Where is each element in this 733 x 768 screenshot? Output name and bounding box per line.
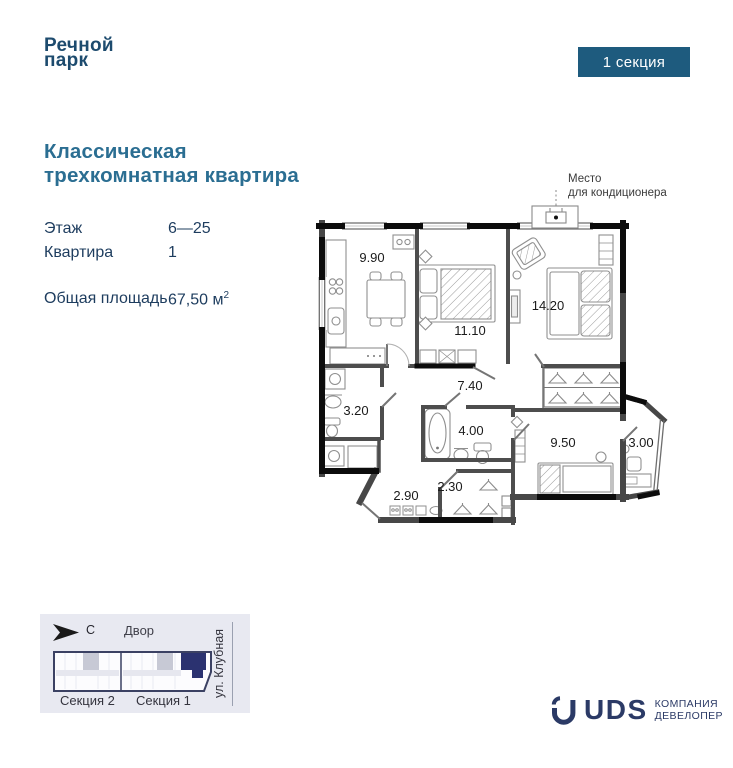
page-title-line1: Классическая — [44, 140, 187, 163]
core-s2 — [83, 653, 99, 670]
section1-label: Секция 1 — [136, 693, 191, 708]
brand-logo — [44, 35, 114, 71]
room-label-bathroom2: 4.00 — [458, 423, 484, 438]
living-room-furniture — [509, 235, 613, 339]
bedroom2-furniture — [511, 416, 613, 495]
yard-label: Двор — [124, 623, 155, 638]
room-label-hallway: 7.40 — [457, 378, 483, 393]
page-title-line2: трехкомнатная квартира — [44, 164, 299, 187]
building-outline — [53, 651, 213, 693]
section-badge[interactable]: 1 секция — [578, 47, 690, 77]
bathroom1-fixtures — [324, 369, 377, 468]
uds-mark-icon — [551, 695, 577, 725]
street-line — [232, 622, 233, 706]
ac-note-line1: Место — [568, 173, 602, 185]
unit-label: Квартира — [44, 244, 114, 261]
entry-shoe-cabinet — [390, 506, 442, 515]
north-label: С — [86, 623, 96, 637]
kitchen-door-arc — [387, 344, 409, 366]
room-label-wardrobe: 2.30 — [437, 479, 463, 494]
floor-label: Этаж — [44, 220, 83, 237]
room-label-living: 14.20 — [531, 298, 565, 313]
ac-note-line2: для кондиционера — [568, 187, 667, 199]
page-title — [44, 140, 299, 188]
area-label: Общая площадь — [44, 290, 168, 307]
room-label-bedroom2: 9.50 — [550, 435, 576, 450]
wardrobe-closet — [544, 368, 621, 407]
room-label-bedroom1: 11.10 — [454, 323, 486, 338]
floor-plan — [310, 190, 690, 546]
corridor-strip-s1 — [123, 670, 181, 676]
core-s1 — [157, 653, 173, 670]
north-arrow-icon — [53, 624, 80, 641]
balcony-glazing — [654, 419, 664, 492]
brand-logo-line1: Речной — [44, 35, 114, 56]
uds-tagline-line1: КОМПАНИЯ — [654, 697, 718, 710]
site-minimap — [40, 614, 250, 713]
ac-unit — [532, 190, 578, 228]
room-label-bathroom1: 3.20 — [343, 403, 369, 418]
corridor-strip-s2 — [56, 670, 119, 676]
street-label: ул. Клубная — [212, 629, 226, 699]
area-value-text: 67,50 м — [168, 291, 224, 309]
bedroom1-furniture — [417, 250, 495, 363]
room-label-kitchen: 9.90 — [359, 250, 385, 265]
area-value-sup: 2 — [223, 290, 230, 301]
developer-logo — [551, 694, 723, 726]
section2-label: Секция 2 — [60, 693, 115, 708]
brand-logo-line2: парк — [44, 50, 89, 71]
room-label-entry: 2.90 — [393, 488, 419, 503]
uds-logo-text: UDS — [584, 694, 648, 725]
unit-value: 1 — [168, 244, 177, 261]
area-value — [168, 290, 229, 309]
floor-value: 6—25 — [168, 220, 211, 237]
uds-tagline — [655, 698, 723, 723]
uds-tagline-line2: ДЕВЕЛОПЕР — [654, 710, 723, 722]
room-label-balcony: 3.00 — [628, 435, 654, 450]
